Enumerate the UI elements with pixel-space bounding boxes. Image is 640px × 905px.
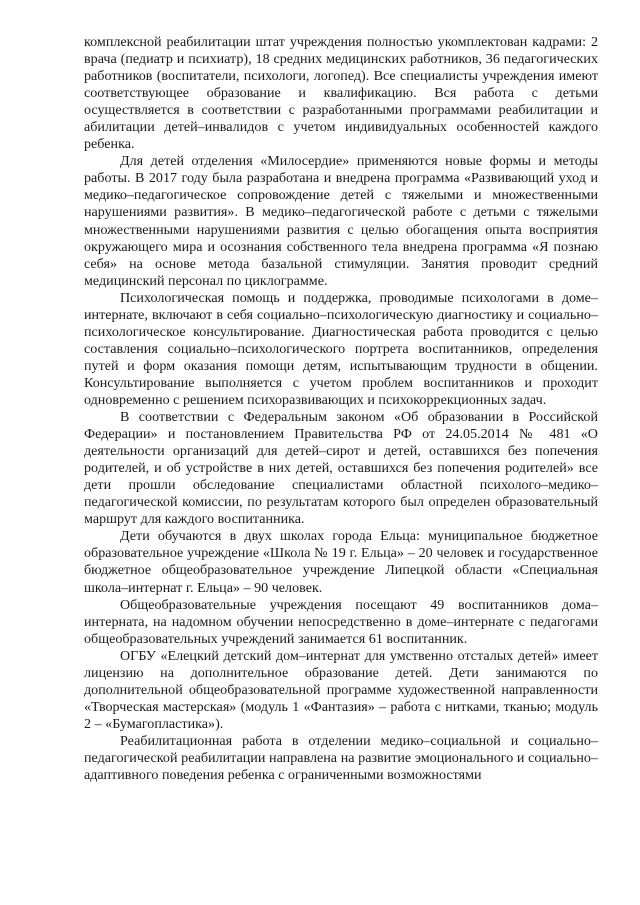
paragraph-home-schooling: Общеобразовательные учреждения посещают 49 воспитанников дома–интерната, на надомном обучении непосредственно в доме–интернате с педагогами общеобразовательных учреждений занимается 61 воспитанник.: [84, 596, 598, 647]
paragraph-rehabilitation: Реабилитационная работа в отделении медико–социальной и социально–педагогической реабилитации направлена на развитие эмоционального и социально–адаптивного поведения ребенка с ограниченными возможностями: [84, 732, 598, 784]
paragraph-staffing: комплексной реабилитации штат учреждения полностью укомплектован кадрами: 2 врача (педиатр и психиатр), 18 средних медицинских работников, 36 педагогических работников (воспитатели, психологи, логопед). Все специалисты учреждения имеют соответствующее образование и квалификацию. Вся работа с детьми осуществляется в соответствии с разработанными программами реабилитации и абилитации детей–инвалидов с учетом индивидуальных особенностей каждого ребенка.: [84, 34, 598, 153]
document-page: [84, 34, 598, 784]
paragraph-miloserdie-program: Для детей отделения «Милосердие» применяются новые формы и методы работы. В 2017 году была разработана и внедрена программа «Развивающий уход и медико–педагогическое сопровождение детей с тяжелыми и множественными нарушениями развития». В медико–педагогической работе с детьми с тяжелыми множественными нарушениями развития с целью обогащения опыта восприятия окружающего мира и осознания собственного тела внедрена программа «Я познаю себя» на основе метода базальной стимуляции. Занятия проводит средний медицинский персонал по циклограмме.: [84, 153, 598, 289]
paragraph-federal-law: В соответствии с Федеральным законом «Об образовании в Российской Федерации» и постановлением Правительства РФ от 24.05.2014 № 481 «О деятельности организаций для детей–сирот и детей, оставшихся без попечения родителей, и об устройстве в них детей, оставшихся без попечения родителей» все дети прошли обследование специалистами областной психолого–медико–педагогической комиссии, по результатам которого был определен образовательный маршрут для каждого воспитанника.: [84, 409, 598, 528]
paragraph-schools: Дети обучаются в двух школах города Ельца: муниципальное бюджетное образовательное учреждение «Школа № 19 г. Ельца» – 20 человек и государственное бюджетное общеобразовательное учреждение Липецкой области «Специальная школа–интернат г. Ельца» – 90 человек.: [84, 528, 598, 596]
paragraph-additional-education: ОГБУ «Елецкий детский дом–интернат для умственно отсталых детей» имеет лицензию на дополнительное образование детей. Дети занимаются по дополнительной общеобразовательной программе художественной направленности «Творческая мастерская» (модуль 1 «Фантазия» – работа с нитками, тканью; модуль 2 – «Бумагопластика»).: [84, 647, 598, 732]
paragraph-psychological-help: Психологическая помощь и поддержка, проводимые психологами в доме–интернате, включают в себя социально–психологическую диагностику и социально–психологическое консультирование. Диагностическая работа проводится с целью составления социально–психологического портрета воспитанников, определения путей и форм оказания помощи детям, испытывающим трудности в общении. Консультирование выполняется с учетом проблем воспитанников и проходит одновременно с решением психоразвивающих и психокоррекционных задач.: [84, 289, 598, 408]
